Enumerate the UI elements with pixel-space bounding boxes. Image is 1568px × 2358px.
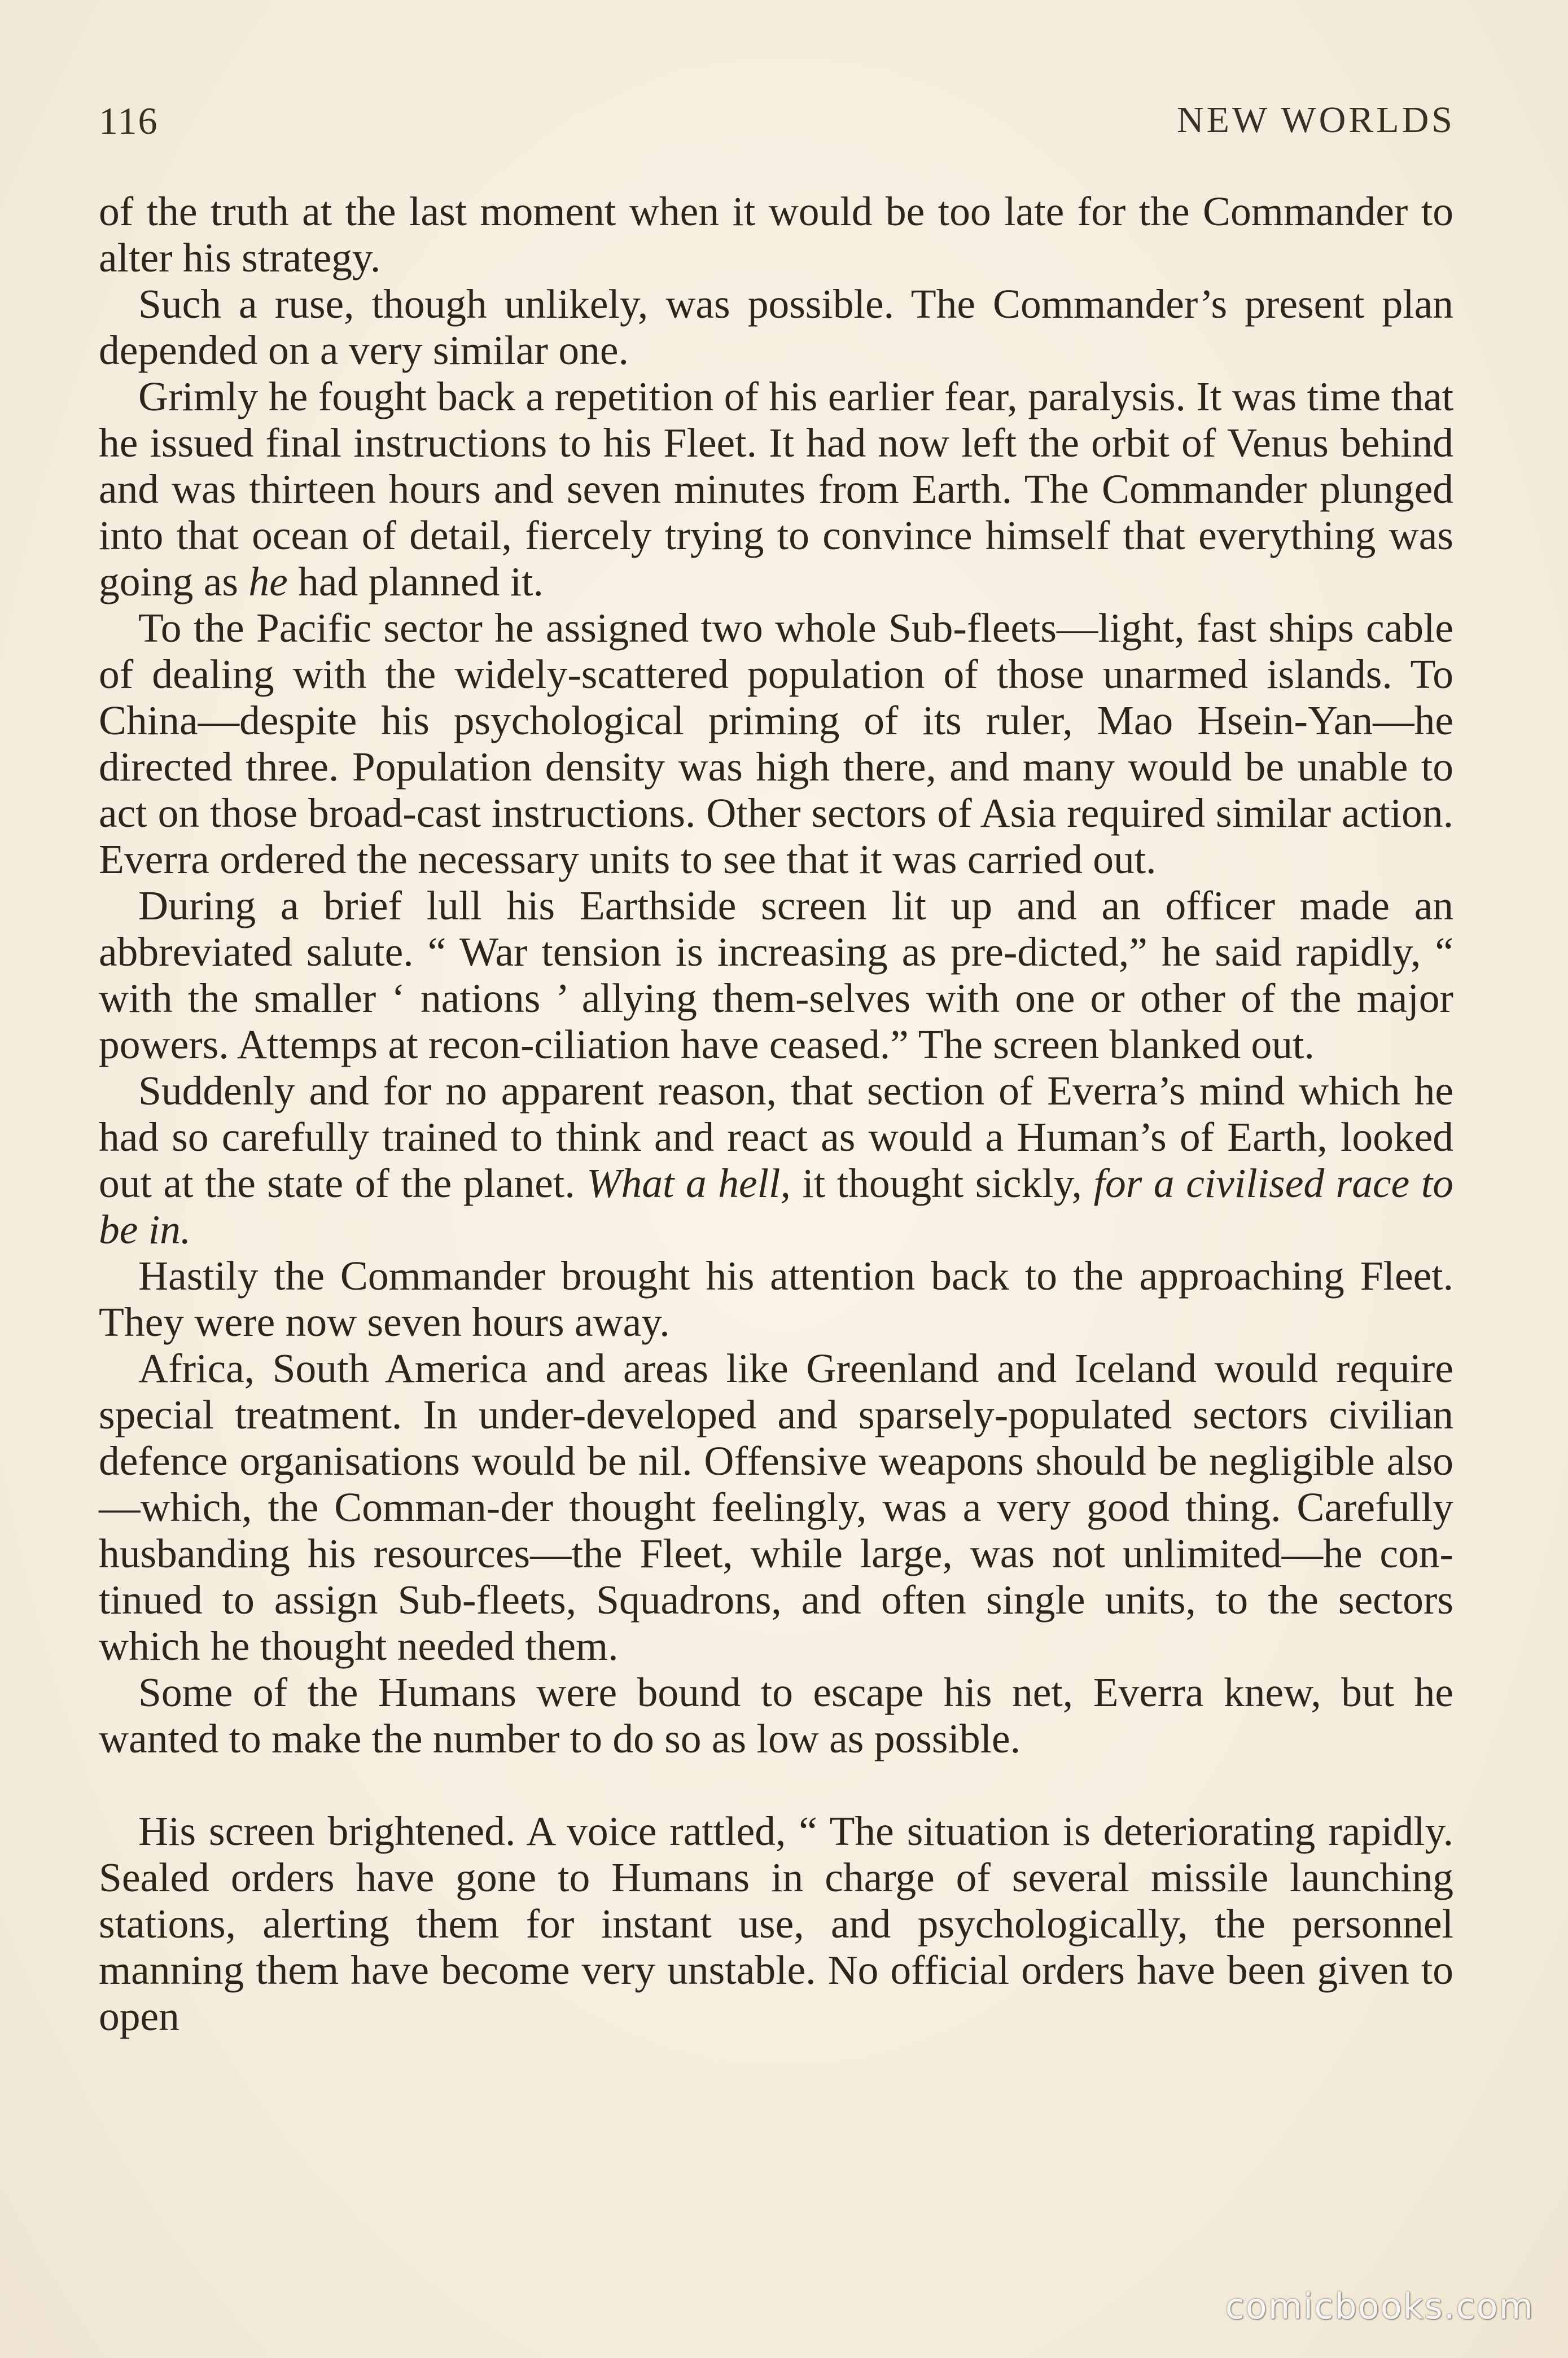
paragraph: To the Pacific sector he assigned two whole Sub-fleets—light, fast ships cable of dealing with the widely-scattered population of those unarmed islands. To China—despite his psychological priming of its ruler, Mao Hsein-Yan—he directed three. Population density was high there, and many would be unable to act on those broad-cast instructions. Other sectors of Asia required similar action. Everra ordered the necessary units to see that it was carried out. <box>99 605 1453 882</box>
paragraph: of the truth at the last moment when it would be too late for the Commander to alter his strategy. <box>99 189 1453 280</box>
paragraph: Such a ruse, though unlikely, was possible. The Commander’s present plan depended on a very similar one. <box>99 281 1453 373</box>
running-head: NEW WORLDS <box>1176 99 1455 141</box>
italic-text: What a hell, <box>586 1160 791 1206</box>
italic-text: he <box>248 559 288 604</box>
body-text <box>99 189 1453 2040</box>
paragraph: During a brief lull his Earthside screen lit up and an officer made an abbreviated salute. “ War tension is increasing as pre-dicted,” he said rapidly, “ with the smaller ‘ nations ’ allying them-selves with one or other of the major powers. Attemps at recon-ciliation have ceased.” The screen blanked out. <box>99 883 1453 1067</box>
paragraph: Africa, South America and areas like Greenland and Iceland would require special treatment. In under-developed and sparsely-populated sectors civilian defence organisations would be nil. Offensive weapons should be negligible also—which, the Comman-der thought feelingly, was a very good thing. Carefully husbanding his resources—the Fleet, while large, was not unlimited—he con-tinued to assign Sub-fleets, Squadrons, and often single units, to the sectors which he thought needed them. <box>99 1345 1453 1669</box>
page-header <box>99 99 1455 150</box>
paragraph: Grimly he fought back a repetition of his earlier fear, paralysis. It was time that he issued final instructions to his Fleet. It had now left the orbit of Venus behind and was thirteen hours and seven minutes from Earth. The Commander plunged into that ocean of detail, fiercely trying to convince himself that everything was going as he had planned it. <box>99 374 1453 604</box>
paragraph: Some of the Humans were bound to escape his net, Everra knew, but he wanted to make the number to do so as low as possible. <box>99 1669 1453 1761</box>
page-number: 116 <box>99 99 159 142</box>
italic-text: for a civilised race to be in. <box>99 1160 1453 1252</box>
watermark: comicbooks.com <box>1225 2286 1534 2327</box>
paragraph: His screen brightened. A voice rattled, “ The situation is deteriorating rapidly. Sealed orders have gone to Humans in charge of several missile launching stations, alerting them for instant use, and psychologically, the personnel manning them have become very unstable. No official orders have been given to open <box>99 1808 1453 2039</box>
paragraph: Suddenly and for no apparent reason, that section of Everra’s mind which he had so carefully trained to think and react as would a Human’s of Earth, looked out at the state of the planet. What a hell, it thought sickly, for a civilised race to be in. <box>99 1068 1453 1252</box>
paragraph: Hastily the Commander brought his attention back to the approaching Fleet. They were now seven hours away. <box>99 1253 1453 1345</box>
